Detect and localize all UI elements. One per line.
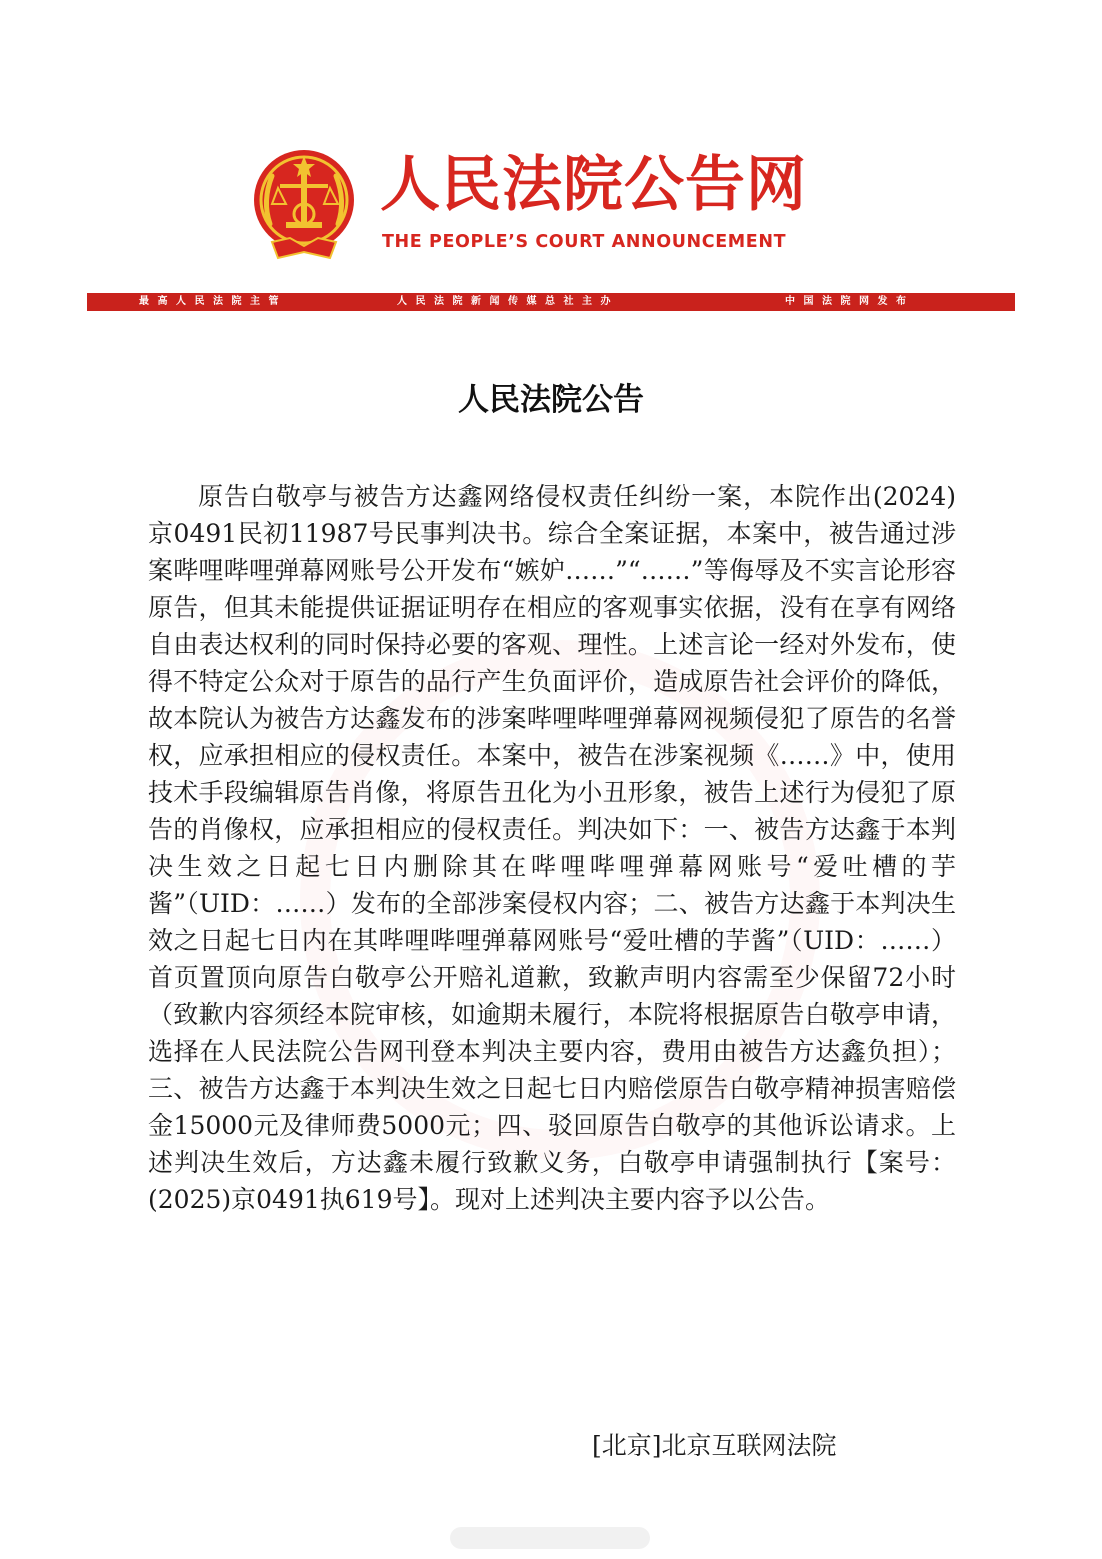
notice-body: 原告白敬亭与被告方达鑫网络侵权责任纠纷一案，本院作出(2024)京0491民初11987号民事判决书。综合全案证据，本案中，被告通过涉案哔哩哔哩弹幕网账号公开发布“嫉妒……”“……”等侮辱及不实言论形容原告，但其未能提供证据证明存在相应的客观事实依据，没有在享有网络自由表达权利的同时保持必要的客观、理性。上述言论一经对外发布，使得不特定公众对于原告的品行产生负面评价，造成原告社会评价的降低，故本院认为被告方达鑫发布的涉案哔哩哔哩弹幕网视频侵犯了原告的名誉权，应承担相应的侵权责任。本案中，被告在涉案视频《……》中，使用技术手段编辑原告肖像，将原告丑化为小丑形象，被告上述行为侵犯了原告的肖像权，应承担相应的侵权责任。判决如下：一、被告方达鑫于本判决生效之日起七日内删除其在哔哩哔哩弹幕网账号“爱吐槽的芋酱”（UID：……）发布的全部涉案侵权内容；二、被告方达鑫于本判决生效之日起七日内在其哔哩哔哩弹幕网账号“爱吐槽的芋酱”（UID：……）首页置顶向原告白敬亭公开赔礼道歉，致歉声明内容需至少保留72小时（致歉内容须经本院审核，如逾期未履行，本院将根据原告白敬亭申请，选择在人民法院公告网刊登本判决主要内容，费用由被告方达鑫负担）；三、被告方达鑫于本判决生效之日起七日内赔偿原告白敬亭精神损害赔偿金15000元及律师费5000元；四、驳回原告白敬亭的其他诉讼请求。上述判决生效后，方达鑫未履行致歉义务，白敬亭申请强制执行【案号：(2025)京0491执619号】。现对上述判决主要内容予以公告。 [148, 482, 956, 1214]
banner-item-publisher: 中国法院网发布 [785, 296, 915, 307]
banner-item-sponsor: 人民法院新闻传媒总社主办 [397, 296, 619, 307]
header-banner [87, 293, 1015, 311]
blurred-footer-mark [450, 1527, 650, 1549]
court-emblem-icon [250, 146, 358, 264]
site-name-en: THE PEOPLE’S COURT ANNOUNCEMENT [382, 232, 787, 252]
court-signature: [北京]北京互联网法院 [592, 1431, 837, 1460]
banner-item-supervisor: 最高人民法院主管 [139, 296, 287, 307]
notice-title: 人民法院公告 [458, 382, 644, 418]
site-name-cn: 人民法院公告网 [380, 150, 807, 220]
